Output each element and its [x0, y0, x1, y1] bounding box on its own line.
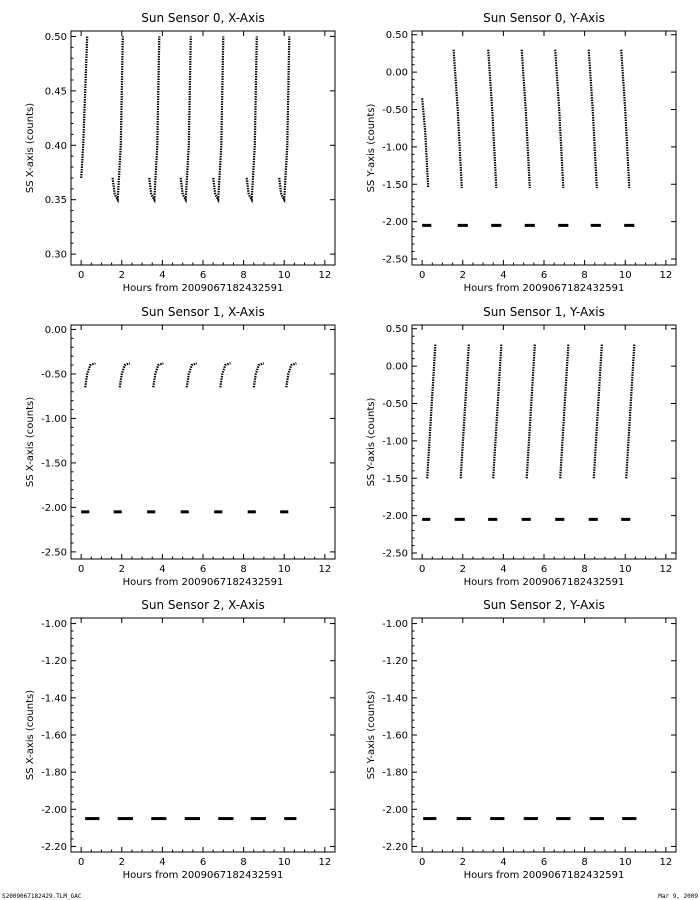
x-tick-label: 2	[118, 857, 125, 868]
y-tick-label: -1.00	[41, 619, 67, 631]
x-tick-label: 10	[277, 857, 291, 868]
chart-panel-3	[366, 305, 676, 588]
x-tick-label: 0	[77, 564, 85, 575]
y-tick-label: 0.00	[44, 324, 67, 336]
x-tick-label: 2	[459, 564, 466, 575]
y-axis-label: SS X-axis (counts)	[25, 396, 36, 488]
data-trace	[522, 50, 530, 188]
data-trace	[454, 50, 462, 188]
y-tick-label: -1.80	[41, 767, 67, 779]
data-trace	[493, 344, 501, 479]
y-tick-label: -2.00	[382, 511, 408, 523]
data-trace	[81, 36, 87, 178]
x-tick-label: 6	[540, 857, 548, 868]
x-tick-label: 8	[240, 857, 247, 868]
data-trace	[461, 344, 469, 479]
x-tick-label: 8	[581, 270, 588, 281]
y-axis-label: SS X-axis (counts)	[25, 102, 36, 194]
y-tick-label: -1.60	[41, 730, 67, 742]
y-axis-label: SS Y-axis (counts)	[366, 397, 377, 487]
date-label: Mar 9, 2009	[658, 893, 698, 900]
chart-title: Sun Sensor 2, X-Axis	[141, 598, 265, 612]
data-trace	[85, 363, 95, 387]
x-tick-label: 4	[500, 564, 507, 575]
y-tick-label: 0.30	[44, 249, 67, 261]
y-tick-label: -2.50	[41, 547, 67, 559]
x-tick-label: 6	[540, 270, 548, 281]
y-tick-label: -1.80	[382, 767, 408, 779]
x-tick-label: 10	[618, 564, 632, 575]
plot-frame	[71, 325, 335, 559]
chart-panel-0	[25, 11, 335, 294]
x-tick-label: 6	[199, 270, 207, 281]
plot-frame	[71, 31, 335, 265]
x-tick-label: 0	[77, 270, 85, 281]
y-tick-label: -2.20	[41, 841, 67, 853]
x-tick-label: 0	[418, 857, 426, 868]
x-tick-label: 12	[659, 857, 673, 868]
y-tick-label: -1.00	[382, 619, 408, 631]
x-tick-label: 4	[159, 564, 166, 575]
chart-panel-1	[366, 11, 676, 294]
data-trace	[626, 344, 634, 479]
x-tick-label: 8	[581, 857, 588, 868]
data-trace	[422, 98, 428, 188]
y-tick-label: -1.40	[41, 693, 67, 705]
x-tick-label: 0	[418, 564, 426, 575]
x-tick-label: 12	[318, 857, 332, 868]
x-tick-label: 10	[618, 857, 632, 868]
y-axis-label: SS X-axis (counts)	[25, 689, 36, 781]
data-trace	[120, 363, 130, 387]
x-tick-label: 6	[199, 857, 207, 868]
x-axis-label: Hours from 2009067182432591	[463, 283, 625, 294]
plot-frame	[412, 31, 676, 265]
y-tick-label: -1.50	[382, 473, 408, 485]
y-tick-label: 0.50	[44, 31, 67, 43]
y-tick-label: -0.50	[382, 104, 408, 116]
y-tick-label: -1.60	[382, 730, 408, 742]
x-tick-label: 6	[540, 564, 548, 575]
data-trace	[427, 344, 435, 479]
y-tick-label: -2.20	[382, 841, 408, 853]
x-tick-label: 2	[118, 564, 125, 575]
data-trace	[247, 36, 257, 199]
chart-panel-2	[25, 305, 335, 588]
y-tick-label: 0.50	[385, 324, 408, 336]
y-tick-label: -0.50	[41, 369, 67, 381]
y-tick-label: 0.45	[44, 86, 67, 98]
data-trace	[213, 36, 223, 199]
source-file-label: S2009067182429.TLM_GAC	[2, 893, 82, 900]
data-trace	[594, 344, 602, 479]
y-tick-label: -2.00	[382, 217, 408, 229]
y-tick-label: 0.50	[385, 30, 408, 42]
data-trace	[187, 363, 197, 387]
chart-title: Sun Sensor 2, Y-Axis	[483, 598, 605, 612]
y-tick-label: -1.00	[382, 142, 408, 154]
x-tick-label: 0	[77, 857, 85, 868]
x-tick-label: 10	[618, 270, 632, 281]
y-axis-label: SS Y-axis (counts)	[366, 690, 377, 780]
y-tick-label: 0.35	[44, 195, 67, 207]
chart-panel-4	[25, 598, 335, 881]
y-tick-label: -2.50	[382, 254, 408, 266]
x-tick-label: 4	[159, 857, 166, 868]
data-trace	[181, 36, 191, 199]
y-tick-label: -1.00	[382, 436, 408, 448]
y-tick-label: -1.40	[382, 693, 408, 705]
y-axis-label: SS Y-axis (counts)	[366, 103, 377, 193]
x-axis-label: Hours from 2009067182432591	[122, 283, 284, 294]
x-tick-label: 8	[581, 564, 588, 575]
y-tick-label: -1.00	[41, 413, 67, 425]
plot-frame	[412, 618, 676, 852]
y-tick-label: -2.50	[382, 548, 408, 560]
y-tick-label: 0.00	[385, 67, 408, 79]
data-trace	[488, 50, 496, 188]
y-tick-label: -2.00	[382, 804, 408, 816]
plot-frame	[412, 325, 676, 559]
chart-title: Sun Sensor 0, Y-Axis	[483, 11, 605, 25]
data-trace	[589, 50, 597, 188]
x-tick-label: 8	[240, 270, 247, 281]
x-tick-label: 4	[500, 857, 507, 868]
x-tick-label: 4	[500, 270, 507, 281]
y-tick-label: -1.50	[382, 179, 408, 191]
chart-panel-5	[366, 598, 676, 881]
data-trace	[113, 36, 123, 199]
x-axis-label: Hours from 2009067182432591	[463, 870, 625, 881]
x-tick-label: 12	[659, 270, 673, 281]
x-tick-label: 0	[418, 270, 426, 281]
data-trace	[286, 363, 296, 387]
data-trace	[153, 363, 163, 387]
x-tick-label: 10	[277, 564, 291, 575]
x-tick-label: 12	[318, 564, 332, 575]
x-tick-label: 12	[659, 564, 673, 575]
x-tick-label: 2	[459, 857, 466, 868]
y-tick-label: -0.50	[382, 398, 408, 410]
x-axis-label: Hours from 2009067182432591	[463, 577, 625, 588]
data-trace	[220, 363, 230, 387]
y-tick-label: 0.40	[44, 140, 67, 152]
plot-frame	[71, 618, 335, 852]
data-trace	[527, 344, 535, 479]
y-tick-label: 0.00	[385, 361, 408, 373]
x-tick-label: 4	[159, 270, 166, 281]
data-trace	[621, 50, 629, 188]
x-tick-label: 2	[459, 270, 466, 281]
chart-title: Sun Sensor 1, Y-Axis	[483, 305, 605, 319]
x-tick-label: 12	[318, 270, 332, 281]
x-tick-label: 10	[277, 270, 291, 281]
x-tick-label: 6	[199, 564, 207, 575]
data-trace	[555, 50, 563, 188]
x-tick-label: 8	[240, 564, 247, 575]
chart-title: Sun Sensor 1, X-Axis	[141, 305, 265, 319]
y-tick-label: -2.00	[41, 804, 67, 816]
chart-title: Sun Sensor 0, X-Axis	[141, 11, 265, 25]
data-trace	[279, 36, 289, 199]
data-trace	[149, 36, 159, 199]
y-tick-label: -1.20	[41, 656, 67, 668]
y-tick-label: -1.20	[382, 656, 408, 668]
y-tick-label: -1.50	[41, 458, 67, 470]
y-tick-label: -2.00	[41, 502, 67, 514]
x-tick-label: 2	[118, 270, 125, 281]
data-trace	[560, 344, 568, 479]
data-trace	[254, 363, 264, 387]
x-axis-label: Hours from 2009067182432591	[122, 577, 284, 588]
x-axis-label: Hours from 2009067182432591	[122, 870, 284, 881]
